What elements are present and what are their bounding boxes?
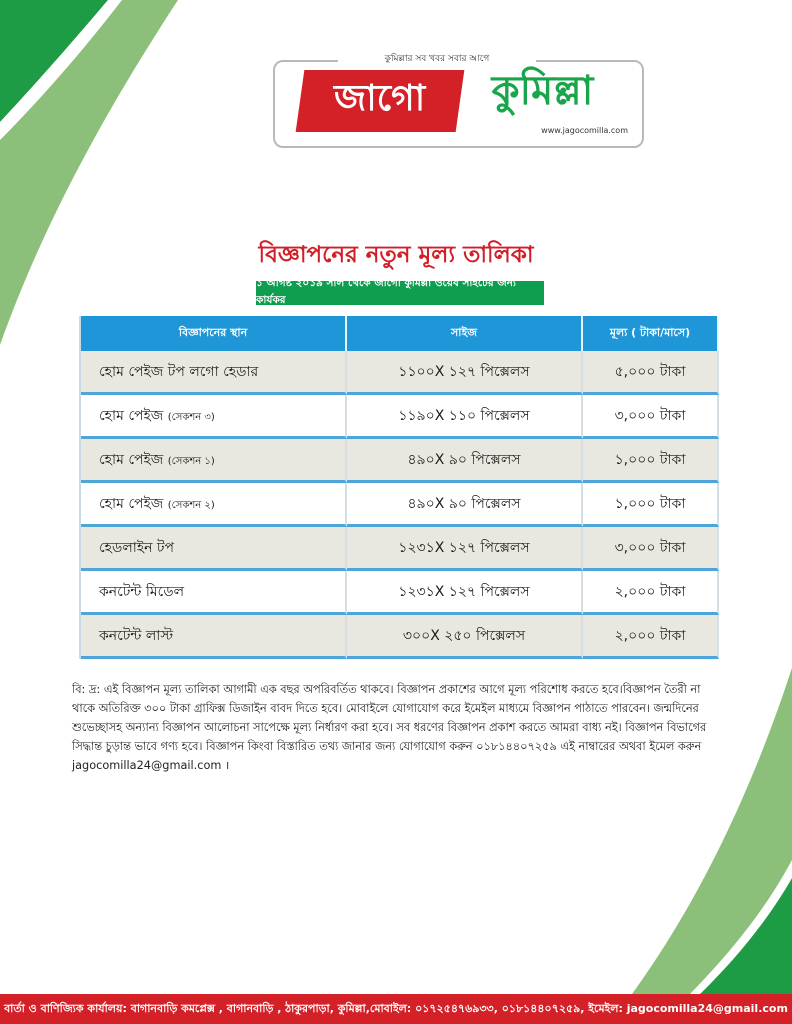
price-cell: ২,০০০ টাকা bbox=[583, 615, 719, 659]
size-cell: ১১৯০X ১১০ পিক্সেলস bbox=[347, 395, 583, 439]
page-title: বিজ্ঞাপনের নতুন মূল্য তালিকা bbox=[258, 242, 534, 268]
table-row bbox=[81, 351, 719, 395]
logo-tagline: কুমিল্লার সব খবর সবার আগে bbox=[338, 51, 536, 66]
table-row bbox=[81, 439, 719, 483]
logo-url: www.jagocomilla.com bbox=[541, 126, 628, 135]
header-placement: বিজ্ঞাপনের স্থান bbox=[81, 316, 347, 351]
placement-cell: হোম পেইজ টপ লগো হেডার bbox=[81, 351, 347, 395]
placement-cell: হেডলাইন টপ bbox=[81, 527, 347, 571]
size-cell: ১২৩১X ১২৭ পিক্সেলস bbox=[347, 571, 583, 615]
effective-date-banner: ১ আগষ্ট ২০১৯ সাল থেকে জাগো কুমিল্লা ওয়েব সাইটের জন্য কার্যকর bbox=[256, 281, 544, 305]
header-price: মূল্য ( টাকা/মাসে) bbox=[583, 316, 719, 351]
placement-cell: হোম পেইজ (সেকশন ১) bbox=[81, 439, 347, 483]
price-cell: ১,০০০ টাকা bbox=[583, 439, 719, 483]
table-row bbox=[81, 527, 719, 571]
size-cell: ১২৩১X ১২৭ পিক্সেলস bbox=[347, 527, 583, 571]
placement-cell: কনটেন্ট লাস্ট bbox=[81, 615, 347, 659]
size-cell: ৪৯০X ৯০ পিক্সেলস bbox=[347, 439, 583, 483]
price-cell: ২,০০০ টাকা bbox=[583, 571, 719, 615]
terms-note: বি: দ্র: এই বিজ্ঞাপন মূল্য তালিকা আগামী এক বছর অপরিবর্তিত থাকবে। বিজ্ঞাপন প্রকাশের আগে মূল্য পরিশোধ করতে হবে।বিজ্ঞাপন তৈরী না থাকে অতিরিক্ত ৩০০ টাকা গ্রাফিক্স ডিজাইন বাবদ দিতে হবে। মোবাইলে যোগাযোগ করে ইমেইল মাধ্যমে বিজ্ঞাপন পাঠাতে পারবেন। জন্মদিনের শুভেচ্ছাসহ অন্যান্য বিজ্ঞাপন আলোচনা সাপেক্ষে মূল্য নির্ধারণ করা হবে। সব ধরণের বিজ্ঞাপন প্রকাশ করতে আমরা বাধ্য নই। বিজ্ঞাপন বিভাগের সিদ্ধান্ত চুড়ান্ত ভাবে গণ্য হবে। বিজ্ঞাপন কিংবা বিস্তারিত তথ্য জানার জন্য যোগাযোগ করুন ০১৮১৪৪০৭২৫৯ এই নাম্বারের অথবা ইমেল করুন jagocomilla24@gmail.com । bbox=[72, 683, 707, 772]
rate-table bbox=[79, 316, 719, 659]
table-row bbox=[81, 571, 719, 615]
table-row bbox=[81, 395, 719, 439]
placement-cell: হোম পেইজ (সেকশন ৩) bbox=[81, 395, 347, 439]
price-cell: ৫,০০০ টাকা bbox=[583, 351, 719, 395]
price-cell: ৩,০০০ টাকা bbox=[583, 527, 719, 571]
header-size: সাইজ bbox=[347, 316, 583, 351]
logo-word-comilla: কুমিল্লা bbox=[491, 67, 594, 114]
logo-word-jago: জাগো bbox=[296, 70, 465, 132]
size-cell: ৪৯০X ৯০ পিক্সেলস bbox=[347, 483, 583, 527]
placement-cell: হোম পেইজ (সেকশন ২) bbox=[81, 483, 347, 527]
table-row bbox=[81, 615, 719, 659]
table-row bbox=[81, 483, 719, 527]
price-cell: ৩,০০০ টাকা bbox=[583, 395, 719, 439]
table-header-row bbox=[81, 316, 719, 351]
footer-contact-bar: বার্তা ও বাণিজ্যিক কার্যালয়: বাগানবাড়ি কমপ্লেক্স , বাগানবাড়ি , ঠাকুরপাড়া, কুমিল্লা,মোবাইল: ০১৭২৫৪৭৬৯৩৩, ০১৮১৪৪০৭২৫৯, ইমেইল: jagocomilla24@gmail.com bbox=[0, 994, 792, 1024]
placement-cell: কনটেন্ট মিডেল bbox=[81, 571, 347, 615]
price-cell: ১,০০০ টাকা bbox=[583, 483, 719, 527]
size-cell: ৩০০X ২৫০ পিক্সেলস bbox=[347, 615, 583, 659]
size-cell: ১১০০X ১২৭ পিক্সেলস bbox=[347, 351, 583, 395]
